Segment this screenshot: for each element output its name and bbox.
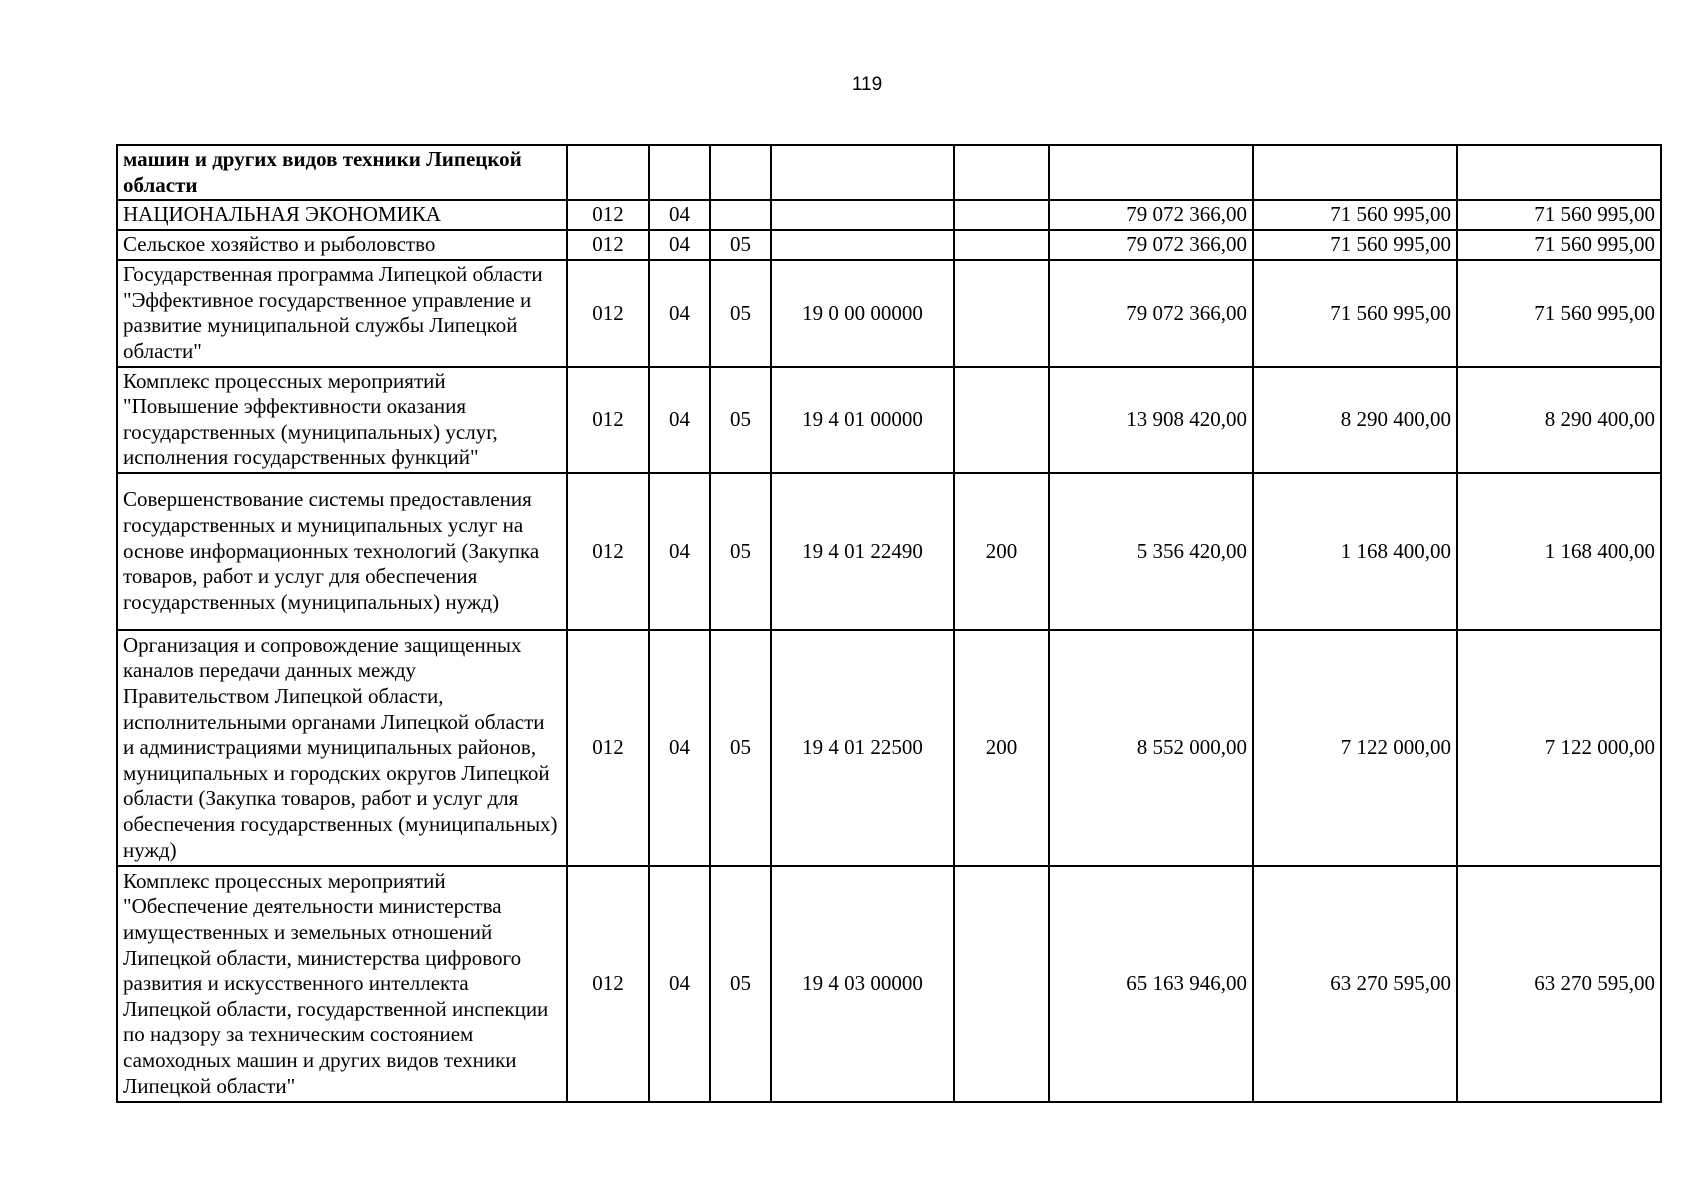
expense-type-code	[954, 200, 1049, 230]
table-row	[117, 473, 1661, 630]
subsection-code: 05	[710, 630, 771, 866]
amount-1: 79 072 366,00	[1049, 260, 1253, 366]
row-name: Комплекс процессных мероприятий "Обеспечение деятельности министерства имущественных и земельных отношений Липецкой области, министерства цифрового развития и искусственного интеллекта Липецкой области, государственной инспекции по надзору за техническим состоянием самоходных машин и других видов техники Липецкой области"	[117, 866, 567, 1102]
target-article-code	[771, 145, 954, 200]
amount-2: 71 560 995,00	[1253, 200, 1457, 230]
amount-3: 8 290 400,00	[1457, 367, 1661, 473]
row-name: Государственная программа Липецкой области "Эффективное государственное управление и развитие муниципальной службы Липецкой области"	[117, 260, 567, 366]
subsection-code: 05	[710, 367, 771, 473]
table-row	[117, 260, 1661, 366]
amount-2: 71 560 995,00	[1253, 260, 1457, 366]
amount-1: 65 163 946,00	[1049, 866, 1253, 1102]
subsection-code: 05	[710, 260, 771, 366]
amount-1: 5 356 420,00	[1049, 473, 1253, 630]
budget-table	[116, 144, 1662, 1103]
target-article-code	[771, 230, 954, 260]
row-name: Комплекс процессных мероприятий "Повышение эффективности оказания государственных (муниципальных) услуг, исполнения государственных функций"	[117, 367, 567, 473]
table-row	[117, 367, 1661, 473]
amount-1	[1049, 145, 1253, 200]
table-row	[117, 230, 1661, 260]
table-row	[117, 200, 1661, 230]
admin-code: 012	[567, 200, 649, 230]
admin-code: 012	[567, 630, 649, 866]
amount-1: 79 072 366,00	[1049, 230, 1253, 260]
admin-code: 012	[567, 473, 649, 630]
row-name: машин и других видов техники Липецкой области	[117, 145, 567, 200]
subsection-code: 05	[710, 473, 771, 630]
amount-2: 8 290 400,00	[1253, 367, 1457, 473]
subsection-code	[710, 200, 771, 230]
target-article-code: 19 4 01 22490	[771, 473, 954, 630]
section-code: 04	[649, 866, 710, 1102]
amount-1: 8 552 000,00	[1049, 630, 1253, 866]
section-code	[649, 145, 710, 200]
page-number: 119	[851, 74, 883, 95]
subsection-code: 05	[710, 230, 771, 260]
amount-3: 1 168 400,00	[1457, 473, 1661, 630]
amount-3	[1457, 145, 1661, 200]
target-article-code: 19 4 01 22500	[771, 630, 954, 866]
row-name: НАЦИОНАЛЬНАЯ ЭКОНОМИКА	[117, 200, 567, 230]
amount-1: 13 908 420,00	[1049, 367, 1253, 473]
expense-type-code	[954, 230, 1049, 260]
expense-type-code	[954, 866, 1049, 1102]
row-name: Совершенствование системы предоставления государственных и муниципальных услуг на основе информационных технологий (Закупка товаров, работ и услуг для обеспечения государственных (муниципальных) нужд)	[117, 473, 567, 630]
amount-3: 63 270 595,00	[1457, 866, 1661, 1102]
expense-type-code	[954, 145, 1049, 200]
section-code: 04	[649, 367, 710, 473]
amount-1: 79 072 366,00	[1049, 200, 1253, 230]
amount-2	[1253, 145, 1457, 200]
expense-type-code	[954, 367, 1049, 473]
amount-2: 1 168 400,00	[1253, 473, 1457, 630]
target-article-code: 19 4 01 00000	[771, 367, 954, 473]
row-name: Организация и сопровождение защищенных каналов передачи данных между Правительством Липецкой области, исполнительными органами Липецкой области и администрациями муниципальных районов, муниципальных и городских округов Липецкой области (Закупка товаров, работ и услуг для обеспечения государственных (муниципальных) нужд)	[117, 630, 567, 866]
admin-code: 012	[567, 866, 649, 1102]
table-row	[117, 866, 1661, 1102]
amount-3: 71 560 995,00	[1457, 230, 1661, 260]
amount-2: 63 270 595,00	[1253, 866, 1457, 1102]
expense-type-code	[954, 260, 1049, 366]
section-code: 04	[649, 200, 710, 230]
admin-code	[567, 145, 649, 200]
subsection-code: 05	[710, 866, 771, 1102]
amount-3: 71 560 995,00	[1457, 200, 1661, 230]
table-row	[117, 145, 1661, 200]
target-article-code: 19 0 00 00000	[771, 260, 954, 366]
amount-3: 7 122 000,00	[1457, 630, 1661, 866]
amount-2: 7 122 000,00	[1253, 630, 1457, 866]
expense-type-code: 200	[954, 473, 1049, 630]
admin-code: 012	[567, 260, 649, 366]
subsection-code	[710, 145, 771, 200]
section-code: 04	[649, 473, 710, 630]
amount-2: 71 560 995,00	[1253, 230, 1457, 260]
section-code: 04	[649, 230, 710, 260]
target-article-code: 19 4 03 00000	[771, 866, 954, 1102]
target-article-code	[771, 200, 954, 230]
table-row	[117, 630, 1661, 866]
admin-code: 012	[567, 367, 649, 473]
row-name: Сельское хозяйство и рыболовство	[117, 230, 567, 260]
expense-type-code: 200	[954, 630, 1049, 866]
amount-3: 71 560 995,00	[1457, 260, 1661, 366]
section-code: 04	[649, 260, 710, 366]
section-code: 04	[649, 630, 710, 866]
admin-code: 012	[567, 230, 649, 260]
